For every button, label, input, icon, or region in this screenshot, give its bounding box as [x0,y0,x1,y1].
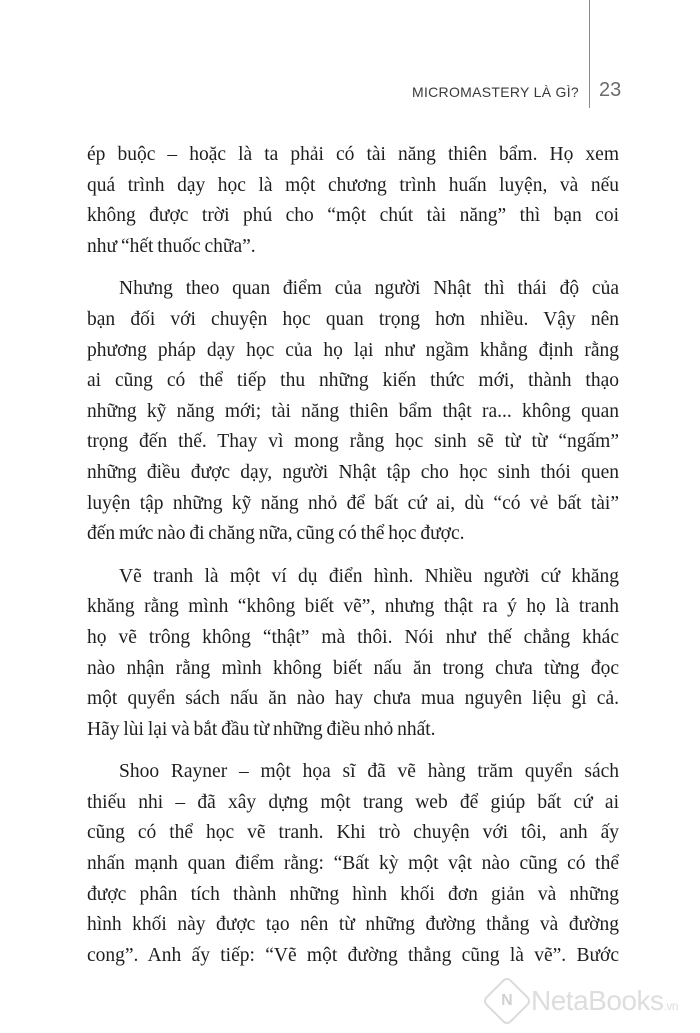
text-line: bạn đối với chuyện học quan trọng hơn nhiều. Vậy nên [87,308,619,330]
text-line: không được trời phú cho “một chút tài năng” thì bạn coi [87,205,619,227]
body-text [87,140,619,983]
text-line: cong”. Anh ấy tiếp: “Vẽ một đường thẳng cũng là vẽ”. Bước [87,944,619,966]
text-line: những điều được dạy, người Nhật tập cho học sinh thói quen [87,461,619,483]
text-line: luyện tập những kỹ năng nhỏ để bất cứ ai, dù “có vẻ bất tài” [87,492,619,514]
text-line: được phân tích thành những hình khối đơn giản và những [87,883,619,905]
watermark-suffix: .vn [663,999,678,1013]
paragraph-2 [87,274,619,549]
text-line: họ vẽ trông không “thật” mà thôi. Nói như thế chẳng khác [87,626,619,648]
text-line: hình khối này được tạo nên từ những đường thẳng và đường [87,914,619,936]
header-divider [589,0,590,108]
text-line: Vẽ tranh là một ví dụ điển hình. Nhiều người cứ khăng [119,565,619,587]
text-line: nhấn mạnh quan điểm rằng: “Bất kỳ một vật nào cũng có thể [87,853,619,875]
paragraph-1 [87,140,619,262]
watermark-text [531,985,678,1017]
paragraph-4 [87,757,619,971]
text-line: cũng có thể học vẽ tranh. Khi trò chuyện với tôi, anh ấy [87,822,619,844]
watermark-brand: NetaBooks [531,985,664,1016]
text-line: Nhưng theo quan điểm của người Nhật thì thái độ của [119,278,619,300]
text-line: trọng đến thế. Thay vì mong rằng học sinh sẽ từ từ “ngấm” [87,431,619,453]
text-line: Shoo Rayner – một họa sĩ đã vẽ hàng trăm quyển sách [119,761,619,783]
paragraph-3 [87,562,619,746]
text-line: nào nhận rằng mình không biết nấu ăn trong chưa từng đọc [87,657,619,679]
text-line: ép buộc – hoặc là ta phải có tài năng thiên bẩm. Họ xem [87,144,619,165]
text-line: quá trình dạy học là một chương trình huấn luyện, và nếu [87,174,619,196]
page-number: 23 [599,79,622,101]
text-line: Hãy lùi lại và bắt đầu từ những điều nhỏ nhất. [87,718,436,740]
text-line: những kỹ năng mới; tài năng thiên bẩm thật ra... không quan [87,400,619,422]
watermark-logo-letter: N [501,992,513,1009]
text-line: khăng rằng mình “không biết vẽ”, nhưng thật ra ý họ là tranh [87,596,619,618]
text-line: ai cũng có thể tiếp thu những kiến thức mới, thành thạo [87,370,619,392]
running-title: MICROMASTERY LÀ GÌ? [411,84,579,100]
text-line: một quyển sách nấu ăn nào hay chưa mua nguyên liệu gì cả. [87,688,619,710]
text-line: phương pháp dạy học của họ lại như ngầm khẳng định rằng [87,339,619,361]
text-line: như “hết thuốc chữa”. [87,235,256,257]
text-line: thiếu nhi – đã xây dựng một trang web để giúp bất cứ ai [87,791,619,813]
text-line: đến mức nào đi chăng nữa, cũng có thể học được. [87,523,465,545]
watermark [489,983,678,1019]
netabooks-logo-icon [482,976,533,1027]
